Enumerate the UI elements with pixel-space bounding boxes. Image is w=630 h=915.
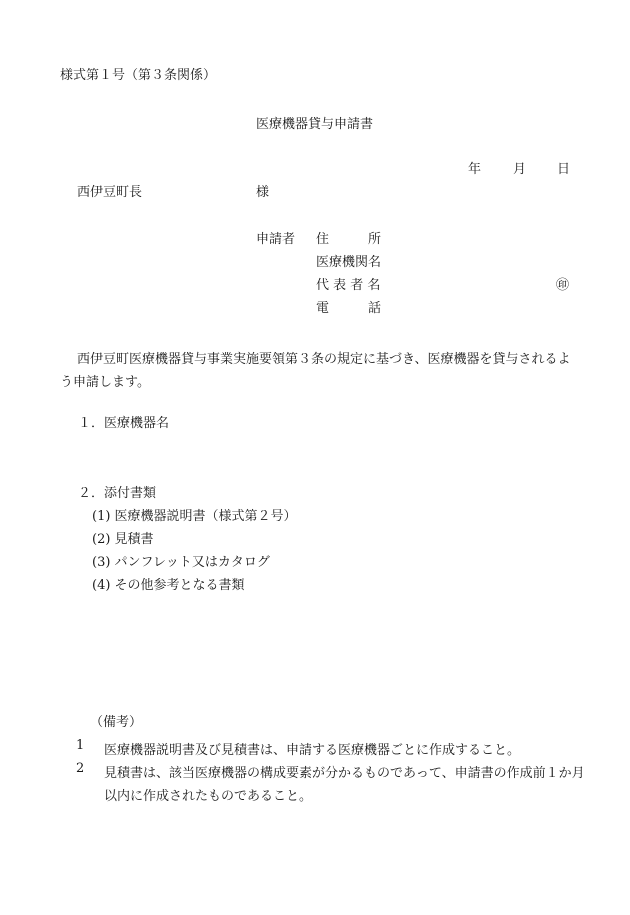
attachment-item: (1) 医療機器説明書（様式第２号） bbox=[92, 509, 297, 524]
attachment-item: (2) 見積書 bbox=[92, 532, 154, 547]
applicant-label: 申請者 bbox=[256, 232, 296, 247]
date-day-label: 日 bbox=[557, 162, 571, 177]
attachment-item: (4) その他参考となる書類 bbox=[92, 578, 245, 593]
application-statement: 西伊豆町医療機器貸与事業実施要領第３条の規定に基づき、医療機器を貸与されるよう申請します。 bbox=[60, 352, 571, 390]
remark-note-number: 1 bbox=[76, 738, 85, 753]
addressee-honorific: 様 bbox=[256, 185, 270, 200]
date-year-label: 年 bbox=[468, 162, 482, 177]
section-attachments-heading: ２．添付書類 bbox=[78, 486, 157, 501]
remark-note-number: 2 bbox=[76, 761, 85, 776]
form-number: 様式第１号（第３条関係） bbox=[60, 68, 217, 83]
remark-note-text: 医療機器説明書及び見積書は、申請する医療機器ごとに作成すること。 bbox=[104, 743, 521, 758]
remarks-heading: （備考） bbox=[90, 715, 143, 730]
phone-label: 電 話 bbox=[316, 301, 382, 316]
section-device-name: １．医療機器名 bbox=[78, 416, 170, 431]
attachment-item: (3) パンフレット又はカタログ bbox=[92, 555, 270, 570]
representative-label: 代 表 者 名 bbox=[316, 278, 381, 293]
date-month-label: 月 bbox=[513, 162, 527, 177]
document-title: 医療機器貸与申請書 bbox=[256, 117, 374, 132]
addressee-name: 西伊豆町長 bbox=[77, 185, 143, 200]
address-label: 住 所 bbox=[316, 232, 382, 247]
remark-note-text: 見積書は、該当医療機器の構成要素が分かるものであって、申請書の作成前１か月以内に作成されたものであること。 bbox=[104, 766, 585, 804]
seal-mark: ㊞ bbox=[556, 278, 570, 293]
institution-label: 医療機関名 bbox=[316, 255, 382, 270]
